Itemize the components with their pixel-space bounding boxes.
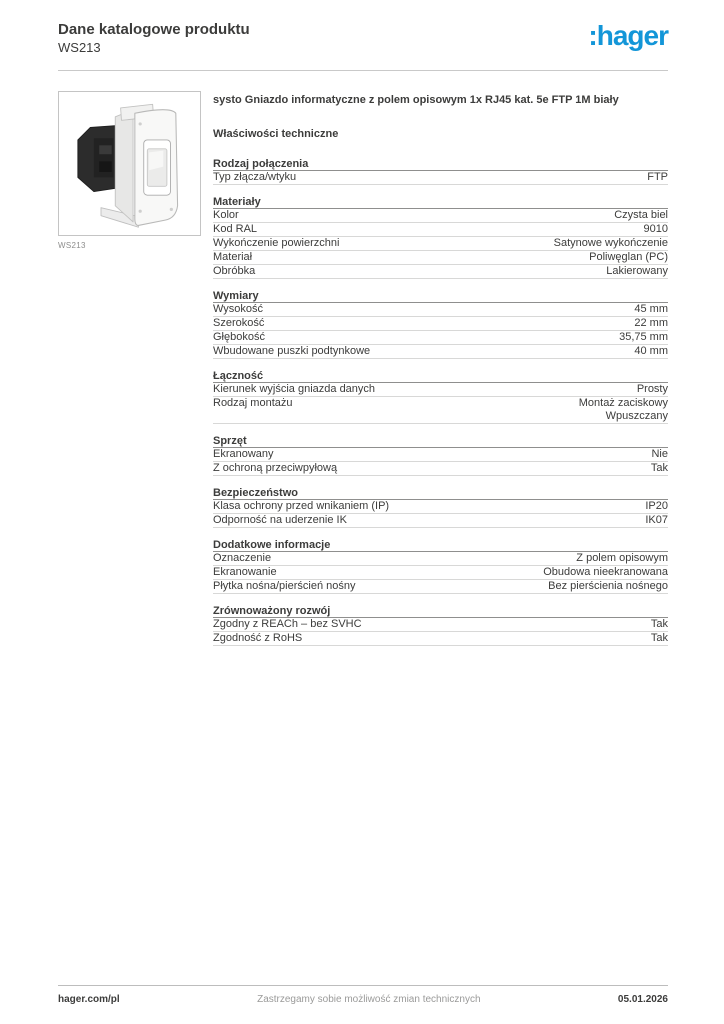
product-photo-caption: WS213 — [58, 241, 86, 250]
spec-section-title: Rodzaj połączenia — [213, 158, 668, 171]
spec-row-value: 35,75 mm — [619, 331, 668, 343]
footer-divider — [58, 985, 668, 986]
header-divider — [58, 70, 668, 71]
spec-row-value: Prosty — [636, 383, 668, 395]
spec-row-value: Poliwęglan (PC) — [589, 251, 668, 263]
spec-row-value: FTP — [647, 171, 668, 183]
spec-row-label: Zgodny z REACh – bez SVHC — [213, 618, 362, 630]
spec-row-value: Obudowa nieekranowana — [543, 566, 668, 578]
spec-section-title: Łączność — [213, 370, 668, 383]
spec-column — [213, 93, 668, 657]
spec-row-label: Oznaczenie — [213, 552, 272, 564]
footer-website: hager.com/pl — [58, 994, 120, 1005]
spec-row-value: Bez pierścienia nośnego — [548, 580, 668, 592]
spec-row-label: Klasa ochrony przed wnikaniem (IP) — [213, 500, 390, 512]
footer — [58, 993, 668, 1006]
spec-row-label: Ekranowanie — [213, 566, 277, 578]
spec-row-label: Kod RAL — [213, 223, 258, 235]
spec-row — [213, 303, 668, 317]
spec-section-title: Sprzęt — [213, 435, 668, 448]
spec-row-value: Czysta biel — [614, 209, 668, 221]
spec-row-label: Wysokość — [213, 303, 264, 315]
spec-row — [213, 580, 668, 594]
spec-row — [213, 632, 668, 646]
spec-row-value: Satynowe wykończenie — [553, 237, 668, 249]
spec-row — [213, 514, 668, 528]
spec-row-label: Kierunek wyjścia gniazda danych — [213, 383, 376, 395]
spec-row — [213, 618, 668, 632]
spec-row-label: Odporność na uderzenie IK — [213, 514, 347, 526]
spec-row-label: Ekranowany — [213, 448, 274, 460]
spec-section — [213, 290, 668, 359]
spec-section-title: Zrównoważony rozwój — [213, 605, 668, 618]
spec-row — [213, 462, 668, 476]
spec-row — [213, 237, 668, 251]
spec-row-label: Kolor — [213, 209, 239, 221]
spec-row-label: Głębokość — [213, 331, 265, 343]
spec-section — [213, 605, 668, 646]
spec-row — [213, 209, 668, 223]
spec-row-value: Tak — [650, 462, 668, 474]
spec-row-value: Lakierowany — [606, 265, 668, 277]
spec-section — [213, 539, 668, 594]
spec-row-value: 9010 — [643, 223, 668, 235]
spec-row-value: Tak — [650, 632, 668, 644]
spec-row-label: Szerokość — [213, 317, 265, 329]
spec-section-title: Dodatkowe informacje — [213, 539, 668, 552]
spec-row — [213, 397, 668, 424]
footer-date: 05.01.2026 — [617, 994, 668, 1005]
spec-row-value: IP20 — [645, 500, 668, 512]
spec-row-value: 45 mm — [634, 303, 668, 315]
spec-row-label: Wbudowane puszki podtynkowe — [213, 345, 371, 357]
spec-row — [213, 331, 668, 345]
hager-logo: :hager — [588, 20, 668, 51]
product-reference: WS213 — [58, 40, 101, 55]
spec-sections — [213, 158, 668, 646]
spec-row — [213, 345, 668, 359]
spec-row-label: Rodzaj montażu — [213, 397, 293, 409]
spec-row — [213, 223, 668, 237]
header — [58, 20, 668, 56]
product-photo-frame — [58, 91, 201, 236]
product-photo — [67, 99, 192, 229]
spec-row-label: Płytka nośna/pierścień nośny — [213, 580, 356, 592]
spec-section — [213, 370, 668, 424]
spec-row-label: Typ złącza/wtyku — [213, 171, 297, 183]
spec-section — [213, 158, 668, 185]
technical-properties-heading: Właściwości techniczne — [213, 128, 339, 140]
spec-row-label: Materiał — [213, 251, 253, 263]
spec-section — [213, 487, 668, 528]
spec-row-label: Z ochroną przeciwpyłową — [213, 462, 338, 474]
spec-row-value: 40 mm — [634, 345, 668, 357]
spec-row-label: Zgodność z RoHS — [213, 632, 303, 644]
spec-row-value: IK07 — [645, 514, 668, 526]
product-description: systo Gniazdo informatyczne z polem opisowym 1x RJ45 kat. 5e FTP 1M biały — [213, 94, 619, 106]
spec-section — [213, 435, 668, 476]
spec-row — [213, 448, 668, 462]
spec-row-value: Tak — [650, 618, 668, 630]
spec-row-label: Wykończenie powierzchni — [213, 237, 340, 249]
spec-row-value: Nie — [651, 448, 668, 460]
spec-row — [213, 171, 668, 185]
spec-row — [213, 251, 668, 265]
spec-row-value: 22 mm — [634, 317, 668, 329]
spec-section — [213, 196, 668, 279]
spec-row — [213, 383, 668, 397]
spec-section-title: Wymiary — [213, 290, 668, 303]
spec-row — [213, 500, 668, 514]
spec-section-title: Bezpieczeństwo — [213, 487, 668, 500]
spec-row-value: Montaż zaciskowy Wpuszczany — [578, 397, 668, 422]
spec-row — [213, 566, 668, 580]
spec-row-value: Z polem opisowym — [576, 552, 668, 564]
spec-row — [213, 265, 668, 279]
footer-disclaimer: Zastrzegamy sobie możliwość zmian technicznych — [257, 994, 481, 1005]
spec-row-label: Obróbka — [213, 265, 256, 277]
spec-row — [213, 552, 668, 566]
spec-row — [213, 317, 668, 331]
page-title: Dane katalogowe produktu — [58, 21, 250, 38]
spec-section-title: Materiały — [213, 196, 668, 209]
product-photo-column — [58, 91, 201, 250]
